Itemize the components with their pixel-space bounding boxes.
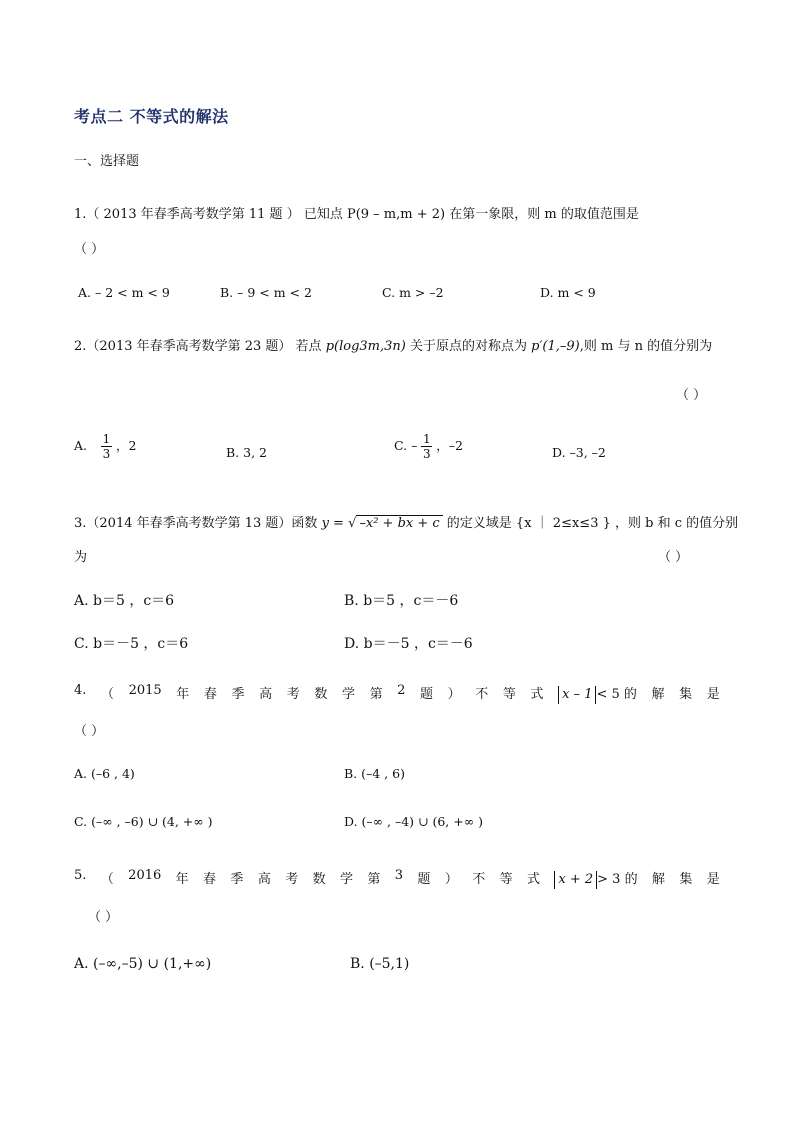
q2-blank: （ ） [676, 388, 707, 403]
q5-tok: 年 [175, 872, 189, 887]
q5-tail: 是 [706, 872, 720, 887]
q3-blank: （ ） [658, 550, 689, 565]
q2-point2: p′(1,–9) [531, 339, 580, 354]
q4-stem [74, 683, 720, 704]
section-heading: 一、选择题 [74, 154, 140, 169]
q1-option-c: C. m > –2 [382, 285, 444, 300]
q2-c-denominator: 3 [422, 447, 431, 461]
q1-blank: （ ） [74, 242, 105, 257]
q4-tok: 第 [369, 687, 383, 702]
q4-tok: 不 [475, 687, 489, 702]
q2-c-rest: ，–2 [436, 438, 463, 453]
q5-option-a: A. (–∞,–5) ∪ (1,+∞) [74, 956, 212, 972]
q5-inequality [554, 868, 637, 889]
q5-tok: 2016 [128, 868, 162, 883]
q2-a-label: A. [74, 438, 88, 453]
q3-option-d: D. b＝－5 ，c＝－6 [344, 636, 473, 652]
q2-option-c [394, 432, 463, 461]
q2-a-numerator: 1 [102, 432, 111, 446]
q5-tok: 题 [417, 872, 431, 887]
q5-option-b: B. (–5,1) [350, 956, 410, 972]
q5-tok: 考 [285, 872, 299, 887]
q5-tok: ） [444, 872, 458, 887]
q4-option-c: C. (–∞ , –6) ∪ (4, +∞ ) [74, 814, 213, 829]
q5-tok: 式 [526, 872, 540, 887]
q4-tail: 集 [679, 687, 693, 702]
q5-tok: 数 [312, 872, 326, 887]
q5-ineq-rest: > 3 的 [597, 872, 638, 887]
q2-stem-mid: 关于原点的对称点为 [405, 339, 532, 354]
q3-option-b: B. b＝5 ，c＝－6 [344, 593, 459, 609]
q4-tok: 2015 [128, 683, 162, 698]
q3-stem-post: 的定义域是 {x ｜ 2≤x≤3 } ，则 b 和 c 的值分别 [442, 516, 739, 531]
q2-c-label: C. – [394, 438, 418, 453]
q4-tok: 数 [314, 687, 328, 702]
q5-tok: 不 [472, 872, 486, 887]
q5-tok: 5. [74, 868, 87, 883]
q2-option-a [74, 432, 136, 461]
q3-stem [74, 512, 738, 531]
q5-tail: 解 [651, 872, 665, 887]
q2-c-fraction [421, 432, 432, 461]
q4-tok: 考 [286, 687, 300, 702]
q5-stem [74, 868, 720, 889]
q4-tok: （ [101, 687, 115, 702]
q3-func-radicand: –x² + bx + c [356, 515, 442, 531]
q2-option-b: B. 3, 2 [226, 445, 267, 460]
q4-tok: 等 [502, 687, 516, 702]
q4-option-a: A. (–6 , 4) [74, 766, 135, 781]
q4-tok: 春 [203, 687, 217, 702]
q4-tail: 是 [706, 687, 720, 702]
q5-tok: 学 [339, 872, 353, 887]
q2-stem-post: ,则 m 与 n 的值分别为 [579, 339, 713, 354]
q3-option-c: C. b＝－5 ，c＝6 [74, 636, 189, 652]
q4-ineq-rest: < 5 的 [596, 687, 637, 702]
q5-tok: 季 [230, 872, 244, 887]
q4-tok: 4. [74, 683, 87, 698]
q4-tok: 高 [259, 687, 273, 702]
q5-tok: 第 [367, 872, 381, 887]
q5-tok: 等 [499, 872, 513, 887]
q2-stem [74, 335, 712, 354]
q4-blank: （ ） [74, 724, 105, 739]
sqrt-icon: √ [348, 516, 357, 531]
q5-tail: 集 [679, 872, 693, 887]
q5-tok: 3 [394, 868, 404, 883]
q4-tok: 年 [176, 687, 190, 702]
q2-option-d: D. –3, –2 [552, 445, 606, 460]
q5-tok: 春 [203, 872, 217, 887]
q2-a-fraction [101, 432, 112, 461]
q4-tok: 季 [231, 687, 245, 702]
q4-tok: 题 [420, 687, 434, 702]
page-title: 考点二 不等式的解法 [74, 107, 229, 126]
q1-option-d: D. m < 9 [540, 285, 596, 300]
q4-abs: x – 1 [558, 686, 596, 704]
q4-tok: 学 [341, 687, 355, 702]
q2-point: p(log3m,3n) [325, 339, 406, 354]
q5-tok: 高 [257, 872, 271, 887]
q4-tok: 2 [397, 683, 406, 698]
q2-a-denominator: 3 [102, 447, 111, 461]
q4-tok: 式 [530, 687, 544, 702]
q5-abs: x + 2 [554, 871, 597, 889]
q4-option-d: D. (–∞ , –4) ∪ (6, +∞ ) [344, 814, 483, 829]
q4-tok: ） [447, 687, 461, 702]
q4-inequality [558, 683, 637, 704]
q4-option-b: B. (–4 , 6) [344, 766, 405, 781]
q2-a-rest: ，2 [115, 438, 137, 453]
q4-tail: 解 [651, 687, 665, 702]
q3-option-a: A. b＝5 ，c＝6 [74, 593, 175, 609]
q3-func-lhs: y = [321, 516, 349, 531]
q1-option-b: B. – 9 < m < 2 [220, 285, 312, 300]
q1-option-a: A. – 2 < m < 9 [78, 285, 170, 300]
q5-blank: （ ） [88, 910, 119, 925]
q5-tok: （ [100, 872, 114, 887]
q2-c-numerator: 1 [422, 432, 431, 446]
q2-stem-pre: 2.（2013 年春季高考数学第 23 题） 若点 [74, 339, 326, 354]
q1-stem: 1.（ 2013 年春季高考数学第 11 题 ） 已知点 P(9 – m,m + 2) 在第一象限，则 m 的取值范围是 [74, 207, 639, 222]
q3-stem-pre: 3.（2014 年春季高考数学第 13 题）函数 [74, 516, 322, 531]
q3-stem-line2: 为 [74, 550, 88, 565]
